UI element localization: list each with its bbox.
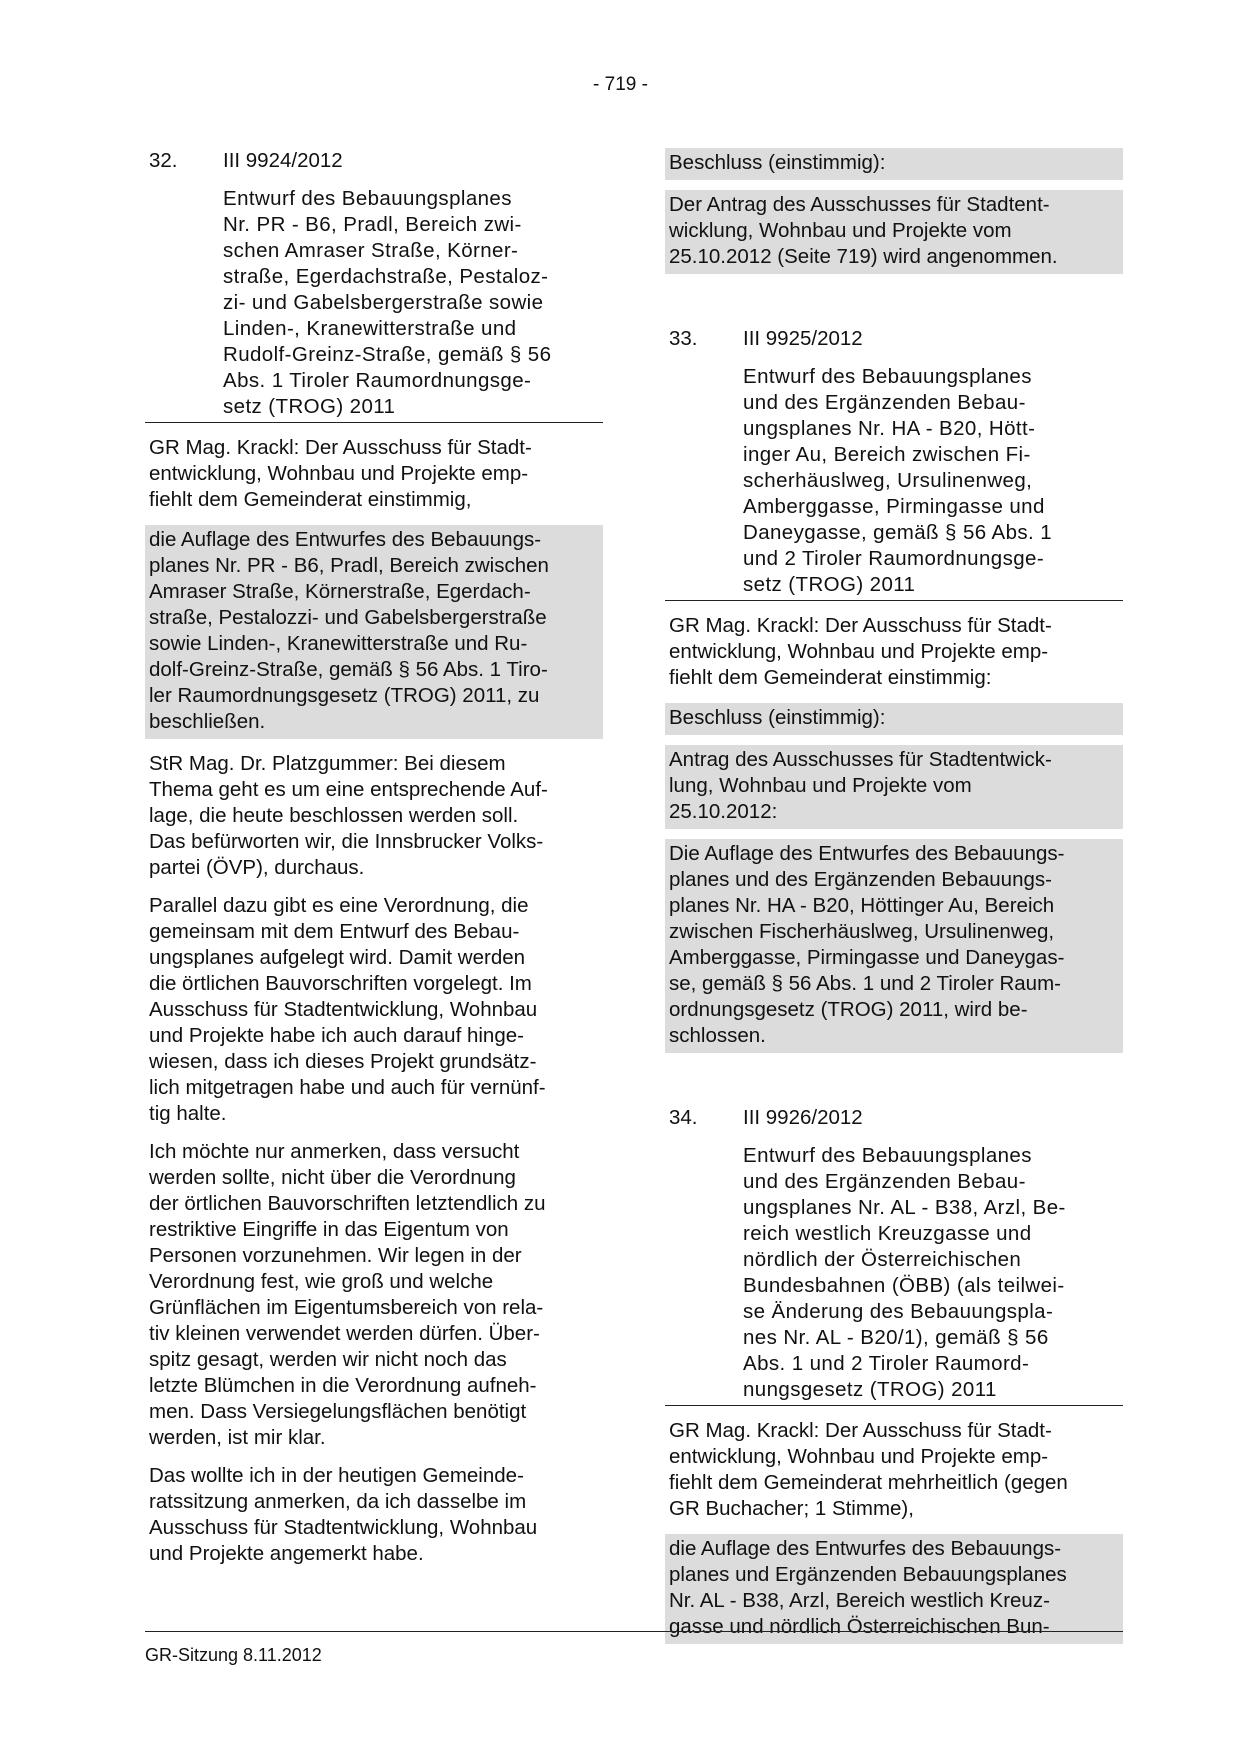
text-line: Verordnung fest, wie groß und welche	[149, 1270, 494, 1293]
text-line: werden sollte, nicht über die Verordnung	[149, 1166, 516, 1189]
text-line: Grünflächen im Eigentumsbereich von rela-	[149, 1296, 544, 1319]
resolution-label: Beschluss (einstimmig):	[669, 151, 886, 174]
title-line: setz (TROG) 2011	[223, 395, 396, 418]
text-line: ratssitzung anmerken, da ich dasselbe im	[149, 1490, 527, 1513]
text-line: schlossen.	[669, 1024, 766, 1047]
session-date: GR-Sitzung 8.11.2012	[145, 1645, 322, 1665]
motion-text-34	[665, 1534, 1123, 1644]
resolution-32-heading	[665, 148, 1123, 180]
text-line: wiesen, dass ich dieses Projekt grundsätz-	[149, 1050, 537, 1073]
text-line: Ausschuss für Stadtentwicklung, Wohnbau	[149, 998, 538, 1021]
text-line: planes Nr. HA - B20, Höttinger Au, Bereich	[669, 894, 1055, 917]
text-line: Amberggasse, Pirmingasse und Daneygas-	[669, 946, 1065, 969]
text-line: dolf-Greinz-Straße, gemäß § 56 Abs. 1 Tiro-	[149, 658, 548, 681]
speech-gr-krackl	[145, 435, 603, 513]
text-line: lich mitgetragen habe und auch für vernünf-	[149, 1076, 546, 1099]
agenda-item-33-title	[665, 364, 1123, 601]
speech-str-platzgummer	[145, 751, 603, 881]
title-line: Linden-, Kranewitterstraße und	[223, 317, 517, 340]
text-line: Das befürworten wir, die Innsbrucker Volks-	[149, 830, 544, 853]
resolution-32-text	[665, 190, 1123, 274]
resolution-33-text	[665, 839, 1123, 1053]
agenda-item-number: 32.	[149, 149, 178, 172]
text-line: ler Raumordnungsgesetz (TROG) 2011, zu	[149, 684, 540, 707]
text-line: die örtlichen Bauvorschriften vorgelegt. Im	[149, 972, 532, 995]
text-line: Das wollte ich in der heutigen Gemeinde-	[149, 1464, 524, 1487]
page-footer	[145, 1631, 1123, 1668]
agenda-item-reference: III 9926/2012	[743, 1106, 863, 1129]
text-line: Nr. AL - B38, Arzl, Bereich westlich Kreuz-	[669, 1589, 1050, 1612]
agenda-item-reference: III 9925/2012	[743, 327, 863, 350]
agenda-item-reference: III 9924/2012	[223, 149, 343, 172]
text-line: die Auflage des Entwurfes des Bebauungs-	[669, 1537, 1062, 1560]
text-line: Parallel dazu gibt es eine Verordnung, die	[149, 894, 529, 917]
title-line: se Änderung des Bebauungspla-	[743, 1300, 1054, 1323]
title-line: setz (TROG) 2011	[743, 573, 916, 596]
text-line: lung, Wohnbau und Projekte vom	[669, 774, 972, 797]
text-line: Personen vorzunehmen. Wir legen in der	[149, 1244, 522, 1267]
left-column	[145, 148, 603, 1579]
text-line: GR Buchacher; 1 Stimme),	[669, 1497, 914, 1520]
resolution-label: Beschluss (einstimmig):	[669, 706, 886, 729]
title-line: nungsgesetz (TROG) 2011	[743, 1378, 997, 1401]
text-line: restriktive Eingriffe in das Eigentum von	[149, 1218, 509, 1241]
text-line: fiehlt dem Gemeinderat einstimmig,	[149, 488, 472, 511]
text-line: und Projekte angemerkt habe.	[149, 1542, 424, 1565]
title-line: ungsplanes Nr. HA - B20, Hött-	[743, 417, 1036, 440]
agenda-item-number: 34.	[669, 1106, 698, 1129]
paragraph-das-wollte	[145, 1463, 603, 1567]
resolution-33-intro	[665, 745, 1123, 829]
title-line: Amberggasse, Pirmingasse und	[743, 495, 1045, 518]
title-line: nes Nr. AL - B20/1), gemäß § 56	[743, 1326, 1049, 1349]
text-line: GR Mag. Krackl: Der Ausschuss für Stadt-	[669, 1419, 1052, 1442]
text-line: und Projekte habe ich auch darauf hinge-	[149, 1024, 524, 1047]
title-line: Bundesbahnen (ÖBB) (als teilwei-	[743, 1274, 1065, 1297]
text-line: straße, Pestalozzi- und Gabelsbergerstraße	[149, 606, 547, 629]
title-line: Rudolf-Greinz-Straße, gemäß § 56	[223, 343, 552, 366]
text-line: lage, die heute beschlossen werden soll.	[149, 804, 519, 827]
text-line: die Auflage des Entwurfes des Bebauungs-	[149, 528, 542, 551]
title-line: reich westlich Kreuzgasse und	[743, 1222, 1032, 1245]
text-line: ungsplanes aufgelegt wird. Damit werden	[149, 946, 526, 969]
title-line: und des Ergänzenden Bebau-	[743, 1170, 1026, 1193]
text-line: Antrag des Ausschusses für Stadtentwick-	[669, 748, 1052, 771]
agenda-item-34-header	[665, 1105, 1123, 1131]
text-line: planes Nr. PR - B6, Pradl, Bereich zwischen	[149, 554, 549, 577]
right-column	[665, 148, 1123, 1656]
text-line: Thema geht es um eine entsprechende Auf-	[149, 778, 548, 801]
text-line: Die Auflage des Entwurfes des Bebauungs-	[669, 842, 1065, 865]
title-line: Entwurf des Bebauungsplanes	[743, 1144, 1032, 1167]
text-line: beschließen.	[149, 710, 266, 733]
title-line: schen Amraser Straße, Körner-	[223, 239, 519, 262]
text-line: Der Antrag des Ausschusses für Stadtent-	[669, 193, 1050, 216]
agenda-item-34-title	[665, 1143, 1123, 1406]
title-line: inger Au, Bereich zwischen Fi-	[743, 443, 1031, 466]
text-line: wicklung, Wohnbau und Projekte vom	[669, 219, 1012, 242]
text-line: gemeinsam mit dem Entwurf des Bebau-	[149, 920, 520, 943]
title-line: Entwurf des Bebauungsplanes	[743, 365, 1032, 388]
text-line: gasse und nördlich Österreichischen Bun-	[669, 1615, 1050, 1638]
title-line: Entwurf des Bebauungsplanes	[223, 187, 512, 210]
text-line: partei (ÖVP), durchaus.	[149, 856, 365, 879]
text-line: tig halte.	[149, 1102, 227, 1125]
text-line: fiehlt dem Gemeinderat einstimmig:	[669, 666, 992, 689]
text-line: der örtlichen Bauvorschriften letztendlich zu	[149, 1192, 546, 1215]
text-line: 25.10.2012:	[669, 800, 778, 823]
text-line: entwicklung, Wohnbau und Projekte emp-	[669, 640, 1049, 663]
text-line: ordnungsgesetz (TROG) 2011, wird be-	[669, 998, 1028, 1021]
text-line: entwicklung, Wohnbau und Projekte emp-	[149, 462, 529, 485]
title-line: Abs. 1 und 2 Tiroler Raumord-	[743, 1352, 1030, 1375]
title-line: Abs. 1 Tiroler Raumordnungsge-	[223, 369, 532, 392]
text-line: zwischen Fischerhäuslweg, Ursulinenweg,	[669, 920, 1055, 943]
title-line: zi- und Gabelsbergerstraße sowie	[223, 291, 544, 314]
resolution-33-heading	[665, 703, 1123, 735]
title-line: nördlich der Österreichischen	[743, 1248, 1022, 1271]
paragraph-parallel	[145, 893, 603, 1127]
agenda-item-number: 33.	[669, 327, 698, 350]
text-line: men. Dass Versiegelungsflächen benötigt	[149, 1400, 527, 1423]
text-line: Ausschuss für Stadtentwicklung, Wohnbau	[149, 1516, 538, 1539]
title-line: Daneygasse, gemäß § 56 Abs. 1	[743, 521, 1053, 544]
speech-gr-krackl-33	[665, 613, 1123, 691]
text-line: se, gemäß § 56 Abs. 1 und 2 Tiroler Raum-	[669, 972, 1061, 995]
motion-text-32	[145, 525, 603, 739]
agenda-item-32-title	[145, 186, 603, 423]
text-line: planes und Ergänzenden Bebauungsplanes	[669, 1563, 1067, 1586]
agenda-item-33-header	[665, 326, 1123, 352]
speech-gr-krackl-34	[665, 1418, 1123, 1522]
title-line: und des Ergänzenden Bebau-	[743, 391, 1026, 414]
paragraph-anmerken	[145, 1139, 603, 1451]
text-line: werden, ist mir klar.	[149, 1426, 326, 1449]
title-line: straße, Egerdachstraße, Pestaloz-	[223, 265, 549, 288]
text-line: 25.10.2012 (Seite 719) wird angenommen.	[669, 245, 1058, 268]
text-line: Ich möchte nur anmerken, dass versucht	[149, 1140, 520, 1163]
title-line: Nr. PR - B6, Pradl, Bereich zwi-	[223, 213, 522, 236]
text-line: planes und des Ergänzenden Bebauungs-	[669, 868, 1052, 891]
text-line: GR Mag. Krackl: Der Ausschuss für Stadt-	[669, 614, 1052, 637]
text-line: GR Mag. Krackl: Der Ausschuss für Stadt-	[149, 436, 532, 459]
text-line: fiehlt dem Gemeinderat mehrheitlich (gegen	[669, 1471, 1068, 1494]
text-line: tiv kleinen verwendet werden dürfen. Über-	[149, 1322, 540, 1345]
text-line: entwicklung, Wohnbau und Projekte emp-	[669, 1445, 1049, 1468]
title-line: und 2 Tiroler Raumordnungsge-	[743, 547, 1045, 570]
text-line: StR Mag. Dr. Platzgummer: Bei diesem	[149, 752, 506, 775]
text-line: letzte Blümchen in die Verordnung aufneh-	[149, 1374, 537, 1397]
text-line: sowie Linden-, Kranewitterstraße und Ru-	[149, 632, 528, 655]
text-line: Amraser Straße, Körnerstraße, Egerdach-	[149, 580, 531, 603]
agenda-item-32-header	[145, 148, 603, 174]
page-number: - 719 -	[593, 74, 648, 95]
text-line: spitz gesagt, werden wir nicht noch das	[149, 1348, 507, 1371]
title-line: scherhäuslweg, Ursulinenweg,	[743, 469, 1033, 492]
title-line: ungsplanes Nr. AL - B38, Arzl, Be-	[743, 1196, 1066, 1219]
